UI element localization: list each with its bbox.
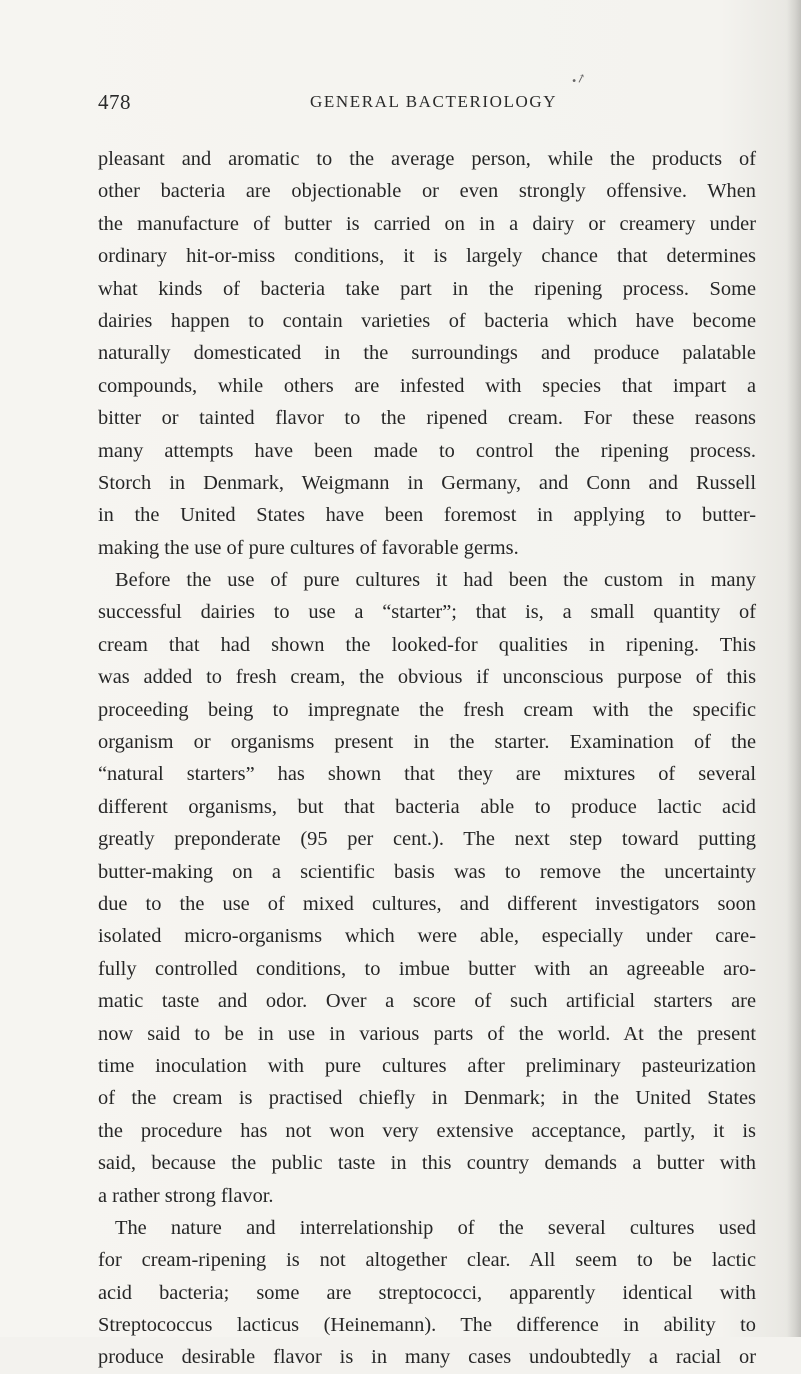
text-line: bitter or tainted flavor to the ripened cream. For these reasons [98,407,756,430]
paragraph-end-line: a rather strong flavor. [98,1184,274,1207]
text-line: time inoculation with pure cultures after preliminary pasteurization [98,1054,756,1077]
running-head [98,90,754,118]
text-line: the procedure has not won very extensive acceptance, partly, it is [98,1119,756,1142]
text-line: dairies happen to contain varieties of bacteria which have become [98,309,756,332]
text-line: cream that had shown the looked-for qualities in ripening. This [98,633,756,656]
text-line: due to the use of mixed cultures, and different investigators soon [98,892,756,915]
text-line: compounds, while others are infested with species that impart a [98,374,756,397]
text-line: naturally domesticated in the surroundings and produce palatable [98,342,756,365]
text-line: fully controlled conditions, to imbue butter with an agreeable aro- [98,957,756,980]
text-line: greatly preponderate (95 per cent.). The next step toward putting [98,828,756,851]
body-text [98,143,756,1374]
paragraph-start-line: Before the use of pure cultures it had been the custom in many [115,569,756,592]
print-mark: •↗ [570,70,588,88]
page-number: 478 [98,90,131,114]
text-line: successful dairies to use a “starter”; that is, a small quantity of [98,601,756,624]
text-line: ordinary hit-or-miss conditions, it is largely chance that determines [98,245,756,268]
text-line: isolated micro-organisms which were able, especially under care- [98,925,756,948]
text-line: for cream-ripening is not altogether clear. All seem to be lactic [98,1249,756,1272]
text-line: butter-making on a scientific basis was to remove the uncertainty [98,860,756,883]
paragraph-end-line: making the use of pure cultures of favorable germs. [98,536,519,559]
text-line: “natural starters” has shown that they are mixtures of several [98,763,756,786]
text-line: said, because the public taste in this country demands a butter with [98,1152,756,1175]
text-line: of the cream is practised chiefly in Denmark; in the United States [98,1087,756,1110]
text-line: different organisms, but that bacteria able to produce lactic acid [98,795,756,818]
text-line: Streptococcus lacticus (Heinemann). The difference in ability to [98,1314,756,1337]
text-line: acid bacteria; some are streptococci, apparently identical with [98,1281,756,1304]
running-title: GENERAL BACTERIOLOGY [310,92,558,111]
text-line: many attempts have been made to control the ripening process. [98,439,756,462]
text-line: proceeding being to impregnate the fresh cream with the specific [98,698,756,721]
text-line: produce desirable flavor is in many cases undoubtedly a racial or [98,1346,756,1369]
paragraph-start-line: The nature and interrelationship of the several cultures used [115,1216,756,1239]
text-line: now said to be in use in various parts of the world. At the present [98,1022,756,1045]
page-edge-shadow [787,0,801,1337]
text-line: Storch in Denmark, Weigmann in Germany, and Conn and Russell [98,471,756,494]
text-line: the manufacture of butter is carried on in a dairy or creamery under [98,212,756,235]
text-line: other bacteria are objectionable or even strongly offensive. When [98,180,756,203]
text-line: was added to fresh cream, the obvious if unconscious purpose of this [98,666,756,689]
text-line: matic taste and odor. Over a score of such artificial starters are [98,990,756,1013]
text-line: in the United States have been foremost in applying to butter- [98,504,756,527]
text-line: pleasant and aromatic to the average person, while the products of [98,148,756,170]
text-line: what kinds of bacteria take part in the ripening process. Some [98,277,756,300]
text-line: organism or organisms present in the starter. Examination of the [98,731,756,754]
